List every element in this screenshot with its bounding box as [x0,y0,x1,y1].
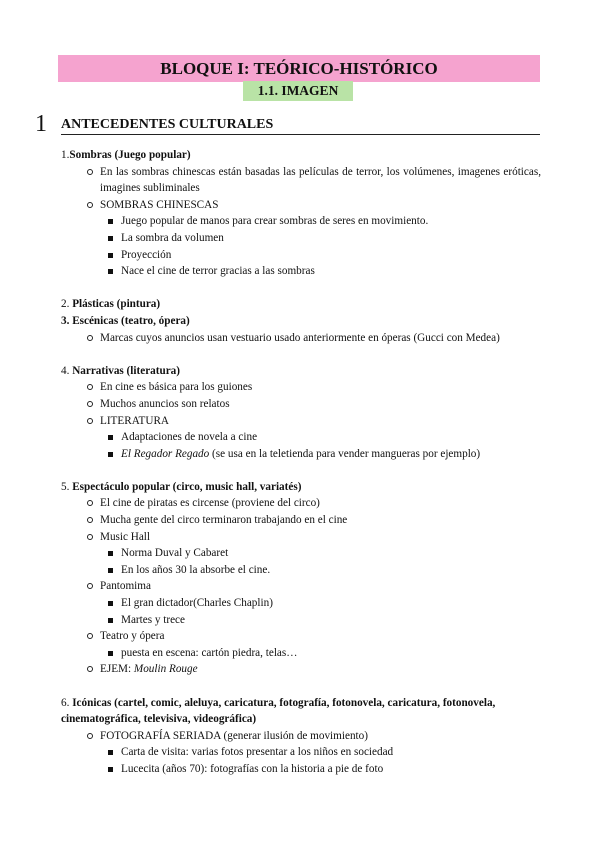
hollow-bullet-icon [87,418,93,424]
hollow-bullet-icon [87,384,93,390]
sub-list-item [61,213,541,230]
heading-number: 2. [61,298,73,311]
list-item [61,495,541,512]
sub-list-item-text: Nace el cine de terror gracias a las sombras [121,265,315,278]
sub-list-item-text: Adaptaciones de novela a cine [121,431,258,444]
list-item-text: FOTOGRAFÍA SERIADA [100,729,221,742]
list-item-text: En las sombras chinescas están basadas las películas de terror, los volúmenes, imagenes eróticas, imagines subliminales [100,165,541,195]
subtitle-banner [243,81,353,101]
hollow-bullet-icon [87,534,93,540]
square-bullet-icon [108,253,113,258]
sub-list-item-text: En los años 30 la absorbe el cine. [121,563,271,576]
list-heading [61,313,541,330]
list-item-text: Marcas cuyos anuncios usan vestuario usado anteriormente en óperas (Gucci con Medea) [100,331,500,344]
hollow-bullet-icon [87,202,93,208]
list-item [61,728,541,745]
list-item-text: Muchos anuncios son relatos [100,397,230,410]
hollow-bullet-icon [87,169,93,175]
list-item-text: El cine de piratas es circense (proviene del circo) [100,497,320,510]
heading-number: 6. [61,696,73,709]
sub-list-item [61,744,541,761]
square-bullet-icon [108,618,113,623]
sub-list-item [61,247,541,264]
heading-number: 4. [61,364,73,377]
square-bullet-icon [108,568,113,573]
spacer [61,462,541,479]
heading-number: 5. [61,480,73,493]
heading-number: 1. [61,149,70,161]
hollow-bullet-icon [87,583,93,589]
hollow-bullet-icon [87,666,93,672]
heading-text: Escénicas (teatro, ópera) [72,314,190,327]
list-item [61,379,541,396]
spacer [61,678,541,695]
hollow-bullet-icon [87,517,93,523]
sub-list-item-text: Proyección [121,248,172,261]
sub-list-item-text: El gran dictador(Charles Chaplin) [121,597,273,610]
work-title: El Regador Regado [121,447,210,460]
square-bullet-icon [108,269,113,274]
subtitle-text: 1.1. IMAGEN [257,83,339,98]
list-item-text: Pantomima [100,580,151,593]
hollow-bullet-icon [87,500,93,506]
sub-list-item-text: puesta en escena: cartón piedra, telas… [121,646,298,659]
hollow-bullet-icon [87,633,93,639]
list-heading [61,147,541,164]
sub-list-item [61,545,541,562]
list-item-text: SOMBRAS CHINESCAS [100,198,219,211]
list-heading [61,695,541,728]
square-bullet-icon [108,452,113,457]
sub-list-item [61,562,541,579]
section-divider [61,134,540,135]
work-title: Moulin Rouge [133,663,198,676]
list-item [61,628,541,645]
list-item-text: En cine es básica para los guiones [100,381,253,394]
list-item-text: Teatro y ópera [100,630,165,643]
sub-list-item-text: Martes y trece [121,613,185,626]
spacer [61,280,541,297]
list-heading [61,363,541,380]
list-item [61,330,541,347]
section-title: ANTECEDENTES CULTURALES [61,117,274,132]
hollow-bullet-icon [87,335,93,341]
heading-text: Icónicas (cartel, comic, aleluya, caricatura, fotografía, fotonovela, caricatura, fotonovela, cinematográfica, televisiva, videográfica) [61,696,496,726]
list-item-text: Music Hall [100,530,151,543]
list-item [61,396,541,413]
block-title: BLOQUE I: TEÓRICO-HISTÓRICO [160,59,438,78]
heading-text: Plásticas (pintura) [72,298,161,311]
square-bullet-icon [108,601,113,606]
sub-list-item [61,595,541,612]
list-item-text: Mucha gente del circo terminaron trabajando en el cine [100,514,348,527]
list-item [61,512,541,529]
sub-list-item-text: (se usa en la teletienda para vender mangueras por ejemplo) [209,447,481,460]
block-title-banner [58,55,540,82]
list-heading [61,296,541,313]
sub-list-item [61,612,541,629]
square-bullet-icon [108,750,113,755]
list-item [61,661,541,678]
list-heading [61,479,541,496]
sub-list-item-text: Juego popular de manos para crear sombras de seres en movimiento. [121,215,429,228]
sub-list-item [61,446,541,463]
square-bullet-icon [108,651,113,656]
spacer [61,346,541,363]
list-item-text: EJEM: [100,663,134,676]
sub-list-item-text: Norma Duval y Cabaret [121,547,229,560]
square-bullet-icon [108,236,113,241]
heading-text: Narrativas (literatura) [72,364,180,377]
hollow-bullet-icon [87,733,93,739]
heading-number: 3. [61,314,73,327]
hollow-bullet-icon [87,401,93,407]
list-item [61,529,541,546]
sub-list-item [61,230,541,247]
section-number: 1 [35,111,47,137]
sub-list-item [61,263,541,280]
list-item [61,578,541,595]
list-item-text: LITERATURA [100,414,169,427]
document-body [61,147,541,778]
sub-list-item [61,645,541,662]
list-item [61,413,541,430]
sub-list-item-text: Carta de visita: varias fotos presentar a los niños en sociedad [121,746,394,759]
heading-text: Sombras (Juego popular) [69,149,191,161]
list-item [61,197,541,214]
square-bullet-icon [108,767,113,772]
sub-list-item [61,429,541,446]
square-bullet-icon [108,551,113,556]
square-bullet-icon [108,435,113,440]
sub-list-item-text: La sombra da volumen [121,231,224,244]
sub-list-item [61,761,541,778]
list-item-note: (generar ilusión de movimiento) [220,729,368,742]
list-item [61,164,541,197]
sub-list-item-text: Lucecita (años 70): fotografías con la historia a pie de foto [121,762,384,775]
heading-text: Espectáculo popular (circo, music hall, variatés) [72,480,302,493]
square-bullet-icon [108,219,113,224]
